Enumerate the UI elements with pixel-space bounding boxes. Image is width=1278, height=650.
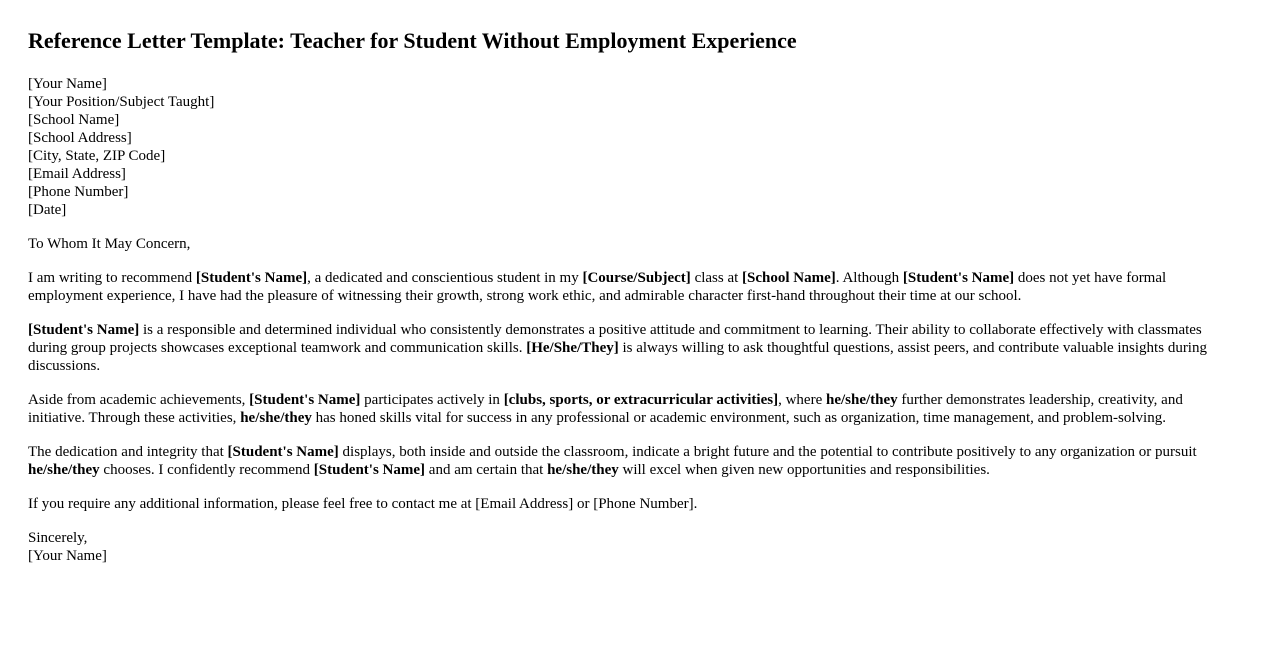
paragraph-text: Aside from academic achievements, — [28, 392, 250, 408]
paragraph-text: does not yet have formal employment experience, I have had the pleasure of witnessing their growth, strong work ethic, and admirable character first-hand throughout their time at our school. — [28, 270, 1167, 304]
placeholder-student-name: [Student's Name] — [313, 462, 426, 478]
body-paragraph-3 — [28, 391, 1250, 427]
placeholder-pronoun: [He/She/They] — [526, 340, 619, 356]
placeholder-pronoun: he/she/they — [240, 410, 312, 426]
placeholder-student-name: [Student's Name] — [227, 444, 339, 460]
sender-school-address: [School Address] — [28, 130, 132, 146]
body-paragraph-4 — [28, 443, 1250, 479]
paragraph-text: participates actively in — [360, 392, 504, 408]
body-paragraph-5 — [28, 495, 1250, 513]
paragraph-text: chooses. I confidently recommend — [99, 462, 314, 478]
placeholder-activities: [clubs, sports, or extracurricular activities] — [503, 392, 779, 408]
body-paragraph-1 — [28, 269, 1250, 305]
paragraph-text: , where — [778, 392, 826, 408]
paragraph-text: further demonstrates leadership, creativity, and initiative. Through these activities, — [28, 392, 1183, 426]
paragraph-text: has honed skills vital for success in any professional or academic environment, such as organization, time management, and problem-solving. — [311, 410, 1166, 426]
sender-city-state-zip: [City, State, ZIP Code] — [28, 148, 166, 164]
sender-name: [Your Name] — [28, 76, 107, 92]
paragraph-text: displays, both inside and outside the classroom, indicate a bright future and the potential to contribute positively to any organization or pursuit — [338, 444, 1197, 460]
closing-block — [28, 529, 1250, 565]
sender-position: [Your Position/Subject Taught] — [28, 94, 215, 110]
placeholder-pronoun: he/she/they — [28, 462, 100, 478]
valediction: Sincerely, — [28, 530, 88, 546]
sender-address-block — [28, 75, 1250, 219]
sender-email: [Email Address] — [28, 166, 126, 182]
paragraph-text: class at — [690, 270, 743, 286]
placeholder-pronoun: he/she/they — [825, 392, 898, 408]
salutation: To Whom It May Concern, — [28, 236, 191, 252]
paragraph-text: If you require any additional information, please feel free to contact me at [Email Address] or [Phone Number]. — [28, 496, 698, 512]
paragraph-text: is a responsible and determined individual who consistently demonstrates a positive attitude and commitment to learning. Their ability to collaborate effectively with classmates during group projects showcases exceptional teamwork and communication skills. — [28, 322, 1202, 356]
placeholder-student-name: [Student's Name] — [249, 392, 361, 408]
placeholder-student-name: [Student's Name] — [195, 270, 308, 286]
placeholder-student-name: [Student's Name] — [902, 270, 1015, 286]
paragraph-text: The dedication and integrity that — [28, 444, 228, 460]
paragraph-text: and am certain that — [425, 462, 548, 478]
body-paragraph-2 — [28, 321, 1250, 375]
paragraph-text: . Although — [835, 270, 903, 286]
placeholder-school-name: [School Name] — [742, 270, 836, 286]
sender-school-name: [School Name] — [28, 112, 120, 128]
sender-date: [Date] — [28, 202, 67, 218]
placeholder-pronoun: he/she/they — [547, 462, 619, 478]
sender-phone: [Phone Number] — [28, 184, 129, 200]
placeholder-course-subject: [Course/Subject] — [582, 270, 691, 286]
placeholder-student-name: [Student's Name] — [28, 322, 140, 338]
page-title: Reference Letter Template: Teacher for Student Without Employment Experience — [28, 28, 797, 53]
signature-name: [Your Name] — [28, 548, 107, 564]
paragraph-text: , a dedicated and conscientious student in my — [307, 270, 583, 286]
paragraph-text: is always willing to ask thoughtful questions, assist peers, and contribute valuable insights during discussions. — [28, 340, 1207, 374]
paragraph-text: I am writing to recommend — [28, 270, 196, 286]
paragraph-text: will excel when given new opportunities and responsibilities. — [618, 462, 990, 478]
